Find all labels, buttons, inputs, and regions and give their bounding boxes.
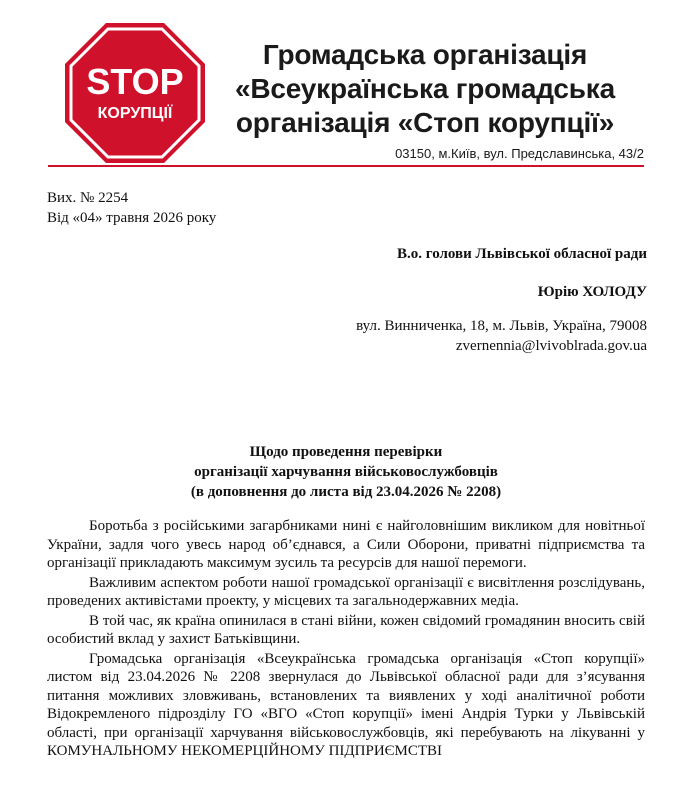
stop-corruption-logo	[64, 22, 206, 164]
organization-name-line: «Всеукраїнська громадська	[235, 73, 615, 104]
recipient-email: zvernennia@lvivoblrada.gov.ua	[455, 338, 647, 354]
body-paragraph: Боротьба з російськими загарбниками нині є найголовнішим викликом для новітньої України, задля чого увесь народ об’єднався, а Сили Оборони, приватні підприємства та організації прикладають максимум зусиль та ресурсів для нашої перемоги.	[47, 518, 645, 571]
body-paragraph: В той час, як країна опинилася в стані війни, кожен свідомий громадянин вносить свій особистий вклад у захист Батьківщини.	[47, 612, 645, 647]
subject-line: (в доповнення до листа від 23.04.2026 № 2208)	[190, 484, 502, 500]
outgoing-date: Від «04» травня 2026 року	[47, 210, 217, 226]
organization-name-line: Громадська організація	[262, 39, 588, 70]
logo-corruption-text: КОРУПЦІЇ	[97, 105, 173, 122]
outgoing-reference	[47, 188, 216, 228]
recipient-block	[347, 244, 647, 356]
recipient-position: В.о. голови Львівської обласної ради	[397, 246, 647, 262]
body-paragraph: Важливим аспектом роботи нашої громадської організації є висвітлення розслідувань, проведених активістами проекту, у місцевих та загальнодержавних медіа.	[47, 574, 645, 609]
letterhead	[0, 0, 676, 170]
letter-body	[47, 517, 645, 762]
header-divider	[48, 165, 644, 167]
organization-name	[205, 38, 645, 140]
organization-address: 03150, м.Київ, вул. Предславинська, 43/2	[395, 146, 644, 161]
letter-subject	[48, 442, 644, 502]
outgoing-number: Вих. № 2254	[47, 190, 129, 206]
logo-stop-text: STOP	[86, 61, 184, 102]
recipient-name: Юрію ХОЛОДУ	[537, 284, 647, 300]
body-paragraph: Громадська організація «Всеукраїнська громадська організація «Стоп корупції» листом від 23.04.2026 № 2208 звернулася до Львівської обласної ради для з’ясування питання можливих зловживань, встановлених та виявлених у ході аналітичної роботи Відокремленого підрозділу ГО «ВГО «Стоп корупції» імені Андрія Турки у Львівській області, при організації харчування військовослужбовців, які перебувають на лікуванні у КОМУНАЛЬНОМУ НЕКОМЕРЦІЙНОМУ ПІДПРИЄМСТВІ	[47, 650, 645, 759]
recipient-address: вул. Винниченка, 18, м. Львів, Україна, 79008	[356, 318, 647, 334]
organization-name-line: організація «Стоп корупції»	[235, 107, 615, 138]
subject-line: Щодо проведення перевірки	[249, 444, 443, 460]
subject-line: організації харчування військовослужбовців	[194, 464, 498, 480]
